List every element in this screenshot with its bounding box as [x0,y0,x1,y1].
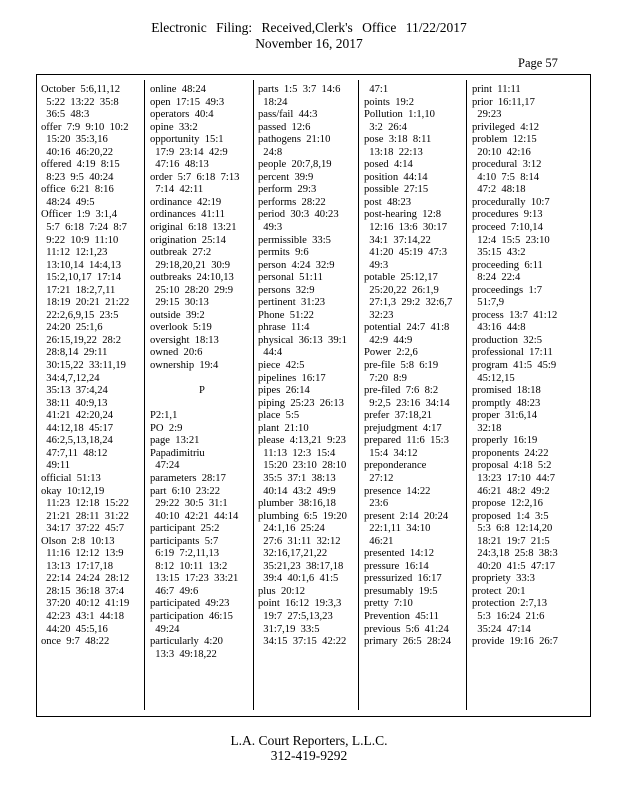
index-line: parameters 28:17 [150,472,226,484]
index-line: 13:18 22:13 [364,146,423,158]
index-column-2 [150,84,254,704]
index-line: procedurally 10:7 [472,196,550,208]
index-line: professional 17:11 [472,347,553,359]
index-line: Olson 2:8 10:13 [41,535,115,547]
index-line: office 6:21 8:16 [41,184,114,196]
index-line: previous 5:6 41:24 [364,623,449,635]
reporter-phone: 312-419-9292 [270,748,348,763]
index-line: prefer 37:18,21 [364,410,432,422]
index-line: personal 51:11 [258,272,323,284]
index-line: period 30:3 40:23 [258,209,339,221]
index-line: 49:3 [258,222,283,234]
index-line: present 2:14 20:24 [364,510,449,522]
reporter-name: L.A. Court Reporters, L.L.C. [230,733,388,748]
index-line: online 48:24 [150,84,206,95]
index-line: process 13:7 41:12 [472,309,558,321]
index-line: 26:15,19,22 28:2 [41,334,122,346]
index-line: 11:13 12:3 15:4 [258,447,336,459]
index-line: 24:3,18 25:8 38:3 [472,548,558,560]
index-line: 8:24 22:4 [472,272,521,284]
index-line: 47:16 48:13 [150,159,209,171]
index-line: 28:15 36:18 37:4 [41,585,124,597]
index-line: 3:2 26:4 [364,121,407,133]
index-line: pipes 26:14 [258,385,310,397]
index-line: 42:9 44:9 [364,334,413,346]
index-line: 27:1,3 29:2 32:6,7 [364,297,453,309]
index-line: parts 1:5 3:7 14:6 [258,84,341,95]
index-line: plant 21:10 [258,422,309,434]
index-line: pre-filed 7:6 8:2 [364,385,439,397]
index-line: outbreak 27:2 [150,247,212,259]
index-line: 6:19 7:2,11,13 [150,548,220,560]
index-line: 49:3 [364,259,389,271]
index-line: protection 2:7,13 [472,598,548,610]
index-line: post-hearing 12:8 [364,209,442,221]
index-column-1 [41,84,145,704]
index-line: prejudgment 4:17 [364,422,442,434]
index-line: 17:9 23:14 42:9 [150,146,228,158]
index-line: 22:1,11 34:10 [364,523,431,535]
index-line: 46:21 [364,535,394,547]
index-line: 32:16,17,21,22 [258,548,328,560]
index-line: 38:11 40:9,13 [41,397,108,409]
index-line: proponents 24:22 [472,447,549,459]
index-line: part 6:10 23:22 [150,485,221,497]
index-line: 35:5 37:1 38:13 [258,472,336,484]
index-line: 22:14 24:24 28:12 [41,573,130,585]
index-line: order 5:7 6:18 7:13 [150,171,240,183]
index-line: possible 27:15 [364,184,429,196]
index-line: 11:12 12:1,23 [41,247,108,259]
index-line: 34:15 37:15 42:22 [258,636,347,648]
index-line: participant 25:2 [150,523,220,535]
index-line: post 48:23 [364,196,412,208]
index-line: promptly 48:23 [472,397,541,409]
index-line: piece 42:5 [258,360,305,372]
index-line: 34:4,7,12,24 [41,372,100,384]
index-line: 21:21 28:11 31:22 [41,510,129,522]
index-line: 35:15 43:2 [472,247,526,259]
index-line: 51:7,9 [472,297,505,309]
index-line: 44:20 45:5,16 [41,623,108,635]
index-line: 23:6 [364,498,389,510]
index-line: 22:2,6,9,15 23:5 [41,309,119,321]
filing-stamp: Electronic Filing: Received,Clerk's Office 11/22/2017 [151,20,467,35]
index-line: percent 39:9 [258,171,314,183]
index-line: Power 2:2,6 [364,347,418,359]
index-line: permissible 33:5 [258,234,331,246]
index-line: 7:20 8:9 [364,372,407,384]
index-line: 41:21 42:20,24 [41,410,114,422]
index-line: 29:18,20,21 30:9 [150,259,231,271]
index-line: people 20:7,8,19 [258,159,332,171]
index-line: pipelines 16:17 [258,372,326,384]
index-column-5 [472,84,576,704]
index-line: 15:20 35:3,16 [41,134,108,146]
index-line: 11:23 12:18 15:22 [41,498,129,510]
index-line: 29:23 [472,109,502,121]
index-line: proposed 1:4 3:5 [472,510,549,522]
index-line: 8:23 9:5 40:24 [41,171,114,183]
index-line: 35:13 37:4,24 [41,385,108,397]
index-line: okay 10:12,19 [41,485,105,497]
index-line: performs 28:22 [258,196,326,208]
index-line: oversight 18:13 [150,334,219,346]
index-line: procedural 3:12 [472,159,542,171]
index-line: 40:16 46:20,22 [41,146,114,158]
index-line: 9:22 10:9 11:10 [41,234,119,246]
index-line: prepared 11:6 15:3 [364,435,449,447]
section-letter: P [199,385,205,397]
index-line: 44:12,18 45:17 [41,422,114,434]
index-line: production 32:5 [472,334,543,346]
index-line: 34:17 37:22 45:7 [41,523,124,535]
index-line: potable 25:12,17 [364,272,438,284]
index-line: once 9:7 48:22 [41,636,110,648]
index-line: 18:24 [258,96,288,108]
index-line: 40:20 41:5 47:17 [472,560,555,572]
index-line: propose 12:2,16 [472,498,543,510]
index-line: 29:15 30:13 [150,297,209,309]
index-line: print 11:11 [472,84,521,95]
index-line: offer 7:9 9:10 10:2 [41,121,129,133]
index-line: program 41:5 45:9 [472,360,557,372]
index-line: pre-file 5:8 6:19 [364,360,439,372]
index-line: 11:16 12:12 13:9 [41,548,124,560]
index-line: open 17:15 49:3 [150,96,225,108]
index-line: 31:7,19 33:5 [258,623,320,635]
index-line: ownership 19:4 [150,360,219,372]
index-line: 47:1 [364,84,389,95]
index-line: proper 31:6,14 [472,410,538,422]
index-line: 29:22 30:5 31:1 [150,498,228,510]
index-line: 45:12,15 [472,372,515,384]
index-line: 48:24 49:5 [41,196,95,208]
index-line: 27:6 31:11 32:12 [258,535,341,547]
index-line: 13:3 49:18,22 [150,648,217,660]
index-line: proceeding 6:11 [472,259,543,271]
index-line: phrase 11:4 [258,322,310,334]
index-line: 42:23 43:1 44:18 [41,610,124,622]
index-column-4 [364,84,468,704]
index-line: 34:1 37:14,22 [364,234,431,246]
index-line: propriety 33:3 [472,573,535,585]
index-line: 18:21 19:7 21:5 [472,535,550,547]
index-line: protect 20:1 [472,585,526,597]
index-line: perform 29:3 [258,184,317,196]
index-line: 39:4 40:1,6 41:5 [258,573,339,585]
index-line: promised 18:18 [472,385,541,397]
index-line: primary 26:5 28:24 [364,636,452,648]
index-line: 27:12 [364,472,394,484]
index-line: 13:15 17:23 33:21 [150,573,239,585]
index-line: 47:2 48:18 [472,184,526,196]
index-line: 15:4 34:12 [364,447,418,459]
index-line: proposal 4:18 5:2 [472,460,552,472]
index-line: pretty 7:10 [364,598,413,610]
index-line: 35:21,23 38:17,18 [258,560,344,572]
index-line [150,398,254,411]
index-line: 24:20 25:1,6 [41,322,103,334]
index-line: plumbing 6:5 19:20 [258,510,347,522]
index-line: presumably 19:5 [364,585,438,597]
index-line: Prevention 45:11 [364,610,439,622]
index-line: October 5:6,11,12 [41,84,121,95]
index-line: origination 25:14 [150,234,226,246]
index-line: participants 5:7 [150,535,219,547]
index-line: preponderance [364,460,427,472]
index-line: 32:23 [364,309,394,321]
index-line: presented 14:12 [364,548,435,560]
index-column-3 [258,84,362,704]
index-line: owned 20:6 [150,347,203,359]
index-line: 8:12 10:11 13:2 [150,560,228,572]
index-line: proceed 7:10,14 [472,222,543,234]
index-line: 20:10 42:16 [472,146,531,158]
index-line: 49:11 [41,460,71,472]
index-line: ordinance 42:19 [150,196,222,208]
index-line: outside 39:2 [150,309,205,321]
index-line: 41:20 45:19 47:3 [364,247,447,259]
index-line: 9:2,5 23:16 34:14 [364,397,450,409]
index-line: position 44:14 [364,171,428,183]
index-line: 24:1,16 25:24 [258,523,325,535]
page-number: Page 57 [518,56,558,70]
index-line: 5:3 16:24 21:6 [472,610,545,622]
index-line: 5:7 6:18 7:24 8:7 [41,222,127,234]
index-line: place 5:5 [258,410,300,422]
index-line: 18:19 20:21 21:22 [41,297,130,309]
document-header [0,20,618,52]
index-line: please 4:13,21 9:23 [258,435,346,447]
index-line: 15:20 23:10 28:10 [258,460,347,472]
index-line: particularly 4:20 [150,636,223,648]
index-line: person 4:24 32:9 [258,259,335,271]
index-line: 40:10 42:21 44:14 [150,510,239,522]
index-line: passed 12:6 [258,121,311,133]
index-line: 30:15,22 33:11,19 [41,360,126,372]
index-line: 5:22 13:22 35:8 [41,96,119,108]
index-line: 46:21 48:2 49:2 [472,485,550,497]
index-line: prior 16:11,17 [472,96,535,108]
index-line: PO 2:9 [150,422,183,434]
index-line: pass/fail 44:3 [258,109,318,121]
index-line: 13:10,14 14:4,13 [41,259,122,271]
index-line: outbreaks 24:10,13 [150,272,234,284]
index-line: 13:23 17:10 44:7 [472,472,555,484]
index-line: 40:14 43:2 49:9 [258,485,336,497]
index-line: 5:3 6:8 12:14,20 [472,523,553,535]
index-line: 37:20 40:12 41:19 [41,598,130,610]
index-line: Pollution 1:1,10 [364,109,435,121]
index-line: pressurized 16:17 [364,573,442,585]
index-line: properly 16:19 [472,435,538,447]
index-line: original 6:18 13:21 [150,222,237,234]
index-line: 24:8 [258,146,283,158]
index-line: 32:18 [472,422,502,434]
index-line: participation 46:15 [150,610,233,622]
index-line: 25:10 28:20 29:9 [150,284,233,296]
index-line: permits 9:6 [258,247,309,259]
index-line: physical 36:13 39:1 [258,334,347,346]
index-line: proceedings 1:7 [472,284,543,296]
index-line: opportunity 15:1 [150,134,224,146]
index-line: Phone 51:22 [258,309,314,321]
index-line: pathogens 21:10 [258,134,331,146]
index-line: 47:7,11 48:12 [41,447,108,459]
index-line: posed 4:14 [364,159,413,171]
index-line: privileged 4:12 [472,121,540,133]
index-line: persons 32:9 [258,284,315,296]
index-line: 12:16 13:6 30:17 [364,222,447,234]
index-line: overlook 5:19 [150,322,212,334]
index-line: points 19:2 [364,96,415,108]
index-line: 47:24 [150,460,180,472]
index-line: 43:16 44:8 [472,322,526,334]
index-line: opine 33:2 [150,121,198,133]
index-line: ordinances 41:11 [150,209,225,221]
index-line: 15:2,10,17 17:14 [41,272,122,284]
hearing-date: November 16, 2017 [255,36,363,51]
index-line: 7:14 42:11 [150,184,204,196]
index-line: operators 40:4 [150,109,214,121]
index-line: plus 20:12 [258,585,306,597]
index-line: 35:24 47:14 [472,623,531,635]
index-line: 28:8,14 29:11 [41,347,108,359]
index-line: pertinent 31:23 [258,297,326,309]
index-line: Officer 1:9 3:1,4 [41,209,118,221]
index-line: procedures 9:13 [472,209,543,221]
index-line: 49:24 [150,623,180,635]
index-line: 13:13 17:17,18 [41,560,114,572]
index-line: plumber 38:16,18 [258,498,336,510]
reporter-footer [0,733,618,763]
index-line: Papadimitriu [150,447,205,459]
index-line: P2:1,1 [150,410,178,422]
index-line: 12:4 15:5 23:10 [472,234,550,246]
index-line: provide 19:16 26:7 [472,636,558,648]
index-line: offered 4:19 8:15 [41,159,120,171]
index-line: pose 3:18 8:11 [364,134,432,146]
index-line: piping 25:23 26:13 [258,397,344,409]
index-line: 4:10 7:5 8:14 [472,171,540,183]
index-line: pressure 16:14 [364,560,429,572]
index-line: 36:5 48:3 [41,109,90,121]
index-line: problem 12:15 [472,134,537,146]
index-line: 25:20,22 26:1,9 [364,284,439,296]
index-line: official 51:13 [41,472,101,484]
index-line: presence 14:22 [364,485,431,497]
index-line: 19:7 27:5,13,23 [258,610,333,622]
index-line: potential 24:7 41:8 [364,322,450,334]
index-line [150,373,254,386]
index-line: participated 49:23 [150,598,230,610]
index-line: point 16:12 19:3,3 [258,598,342,610]
index-line: 17:21 18:2,7,11 [41,284,116,296]
index-line: 46:7 49:6 [150,585,199,597]
index-line: page 13:21 [150,435,200,447]
index-line: 44:4 [258,347,283,359]
index-line: 46:2,5,13,18,24 [41,435,113,447]
